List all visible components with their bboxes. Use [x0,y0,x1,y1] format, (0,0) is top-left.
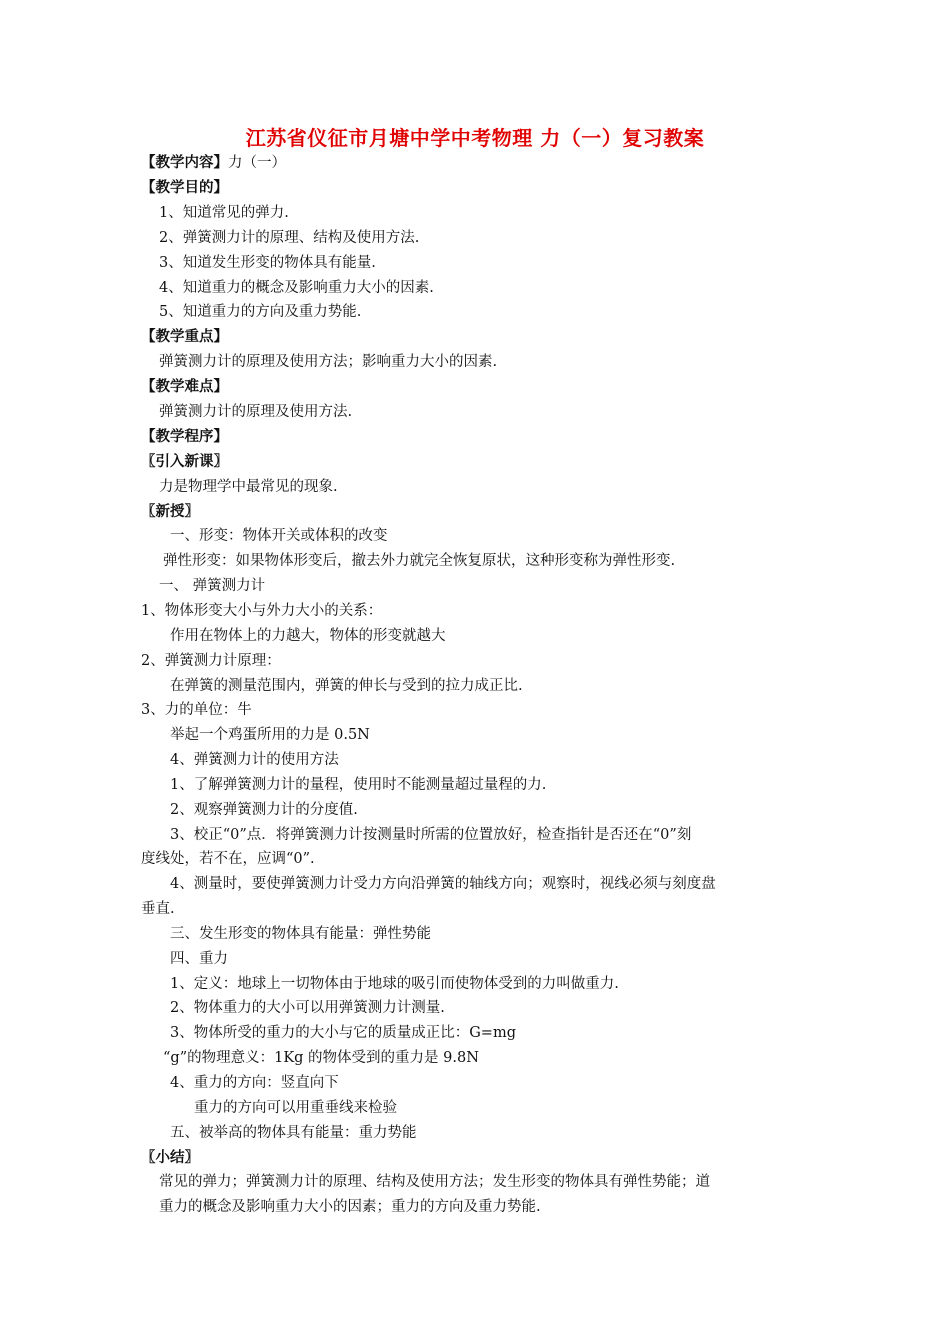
body-line: 举起一个鸡蛋所用的力是 0.5N [170,727,370,743]
body-line: 三、发生形变的物体具有能量：弹性势能 [170,926,431,942]
body-line: 作用在物体上的力越大，物体的形变就越大 [170,628,446,644]
body-line: 1、了解弹簧测力计的量程，使用时不能测量超过量程的力. [170,777,547,793]
teaching-content-value: 力（一） [228,155,286,171]
body-line: 2、弹簧测力计原理： [141,653,281,669]
goal-item: 1、知道常见的弹力. [159,205,289,221]
intro-text: 力是物理学中最常见的现象. [159,479,338,495]
body-line: 弹性形变：如果物体形变后，撤去外力就完全恢复原状，这种形变称为弹性形变. [163,553,676,569]
body-line: 4、测量时，要使弹簧测力计受力方向沿弹簧的轴线方向；观察时，视线必须与刻度盘 [170,876,716,892]
goal-item: 5、知道重力的方向及重力势能. [159,304,362,320]
body-line: “g”的物理意义：1Kg 的物体受到的重力是 9.8N [163,1050,479,1066]
teaching-goals-heading: 【教学目的】 [141,180,228,196]
teaching-key-heading: 【教学重点】 [141,329,228,345]
body-line: 四、重力 [170,951,228,967]
body-line: 2、物体重力的大小可以用弹簧测力计测量. [170,1000,445,1016]
goal-item: 2、弹簧测力计的原理、结构及使用方法. [159,230,420,246]
document-title: 江苏省仪征市月塘中学中考物理 力（一）复习教案 [245,126,705,150]
body-line: 1、定义：地球上一切物体由于地球的吸引而使物体受到的力叫做重力. [170,976,619,992]
summary-line: 常见的弹力；弹簧测力计的原理、结构及使用方法；发生形变的物体具有弹性势能；道 [159,1174,710,1190]
body-line: 在弹簧的测量范围内，弹簧的伸长与受到的拉力成正比. [170,678,523,694]
teaching-content-line [141,153,286,173]
goal-item: 3、知道发生形变的物体具有能量. [159,255,376,271]
new-lesson-heading: 〖新授〗 [141,504,199,520]
body-line: 1、物体形变大小与外力大小的关系： [141,603,383,619]
teaching-key-text: 弹簧测力计的原理及使用方法；影响重力大小的因素. [159,354,498,370]
body-line: 一、 弹簧测力计 [159,578,266,594]
goal-item: 4、知道重力的概念及影响重力大小的因素. [159,280,434,296]
body-line: 垂直. [141,901,175,917]
body-line: 3、物体所受的重力的大小与它的质量成正比：G=mg [170,1025,516,1041]
body-line: 一、形变：物体开关或体积的改变 [170,528,388,544]
body-line: 4、重力的方向：竖直向下 [170,1075,339,1091]
body-line: 度线处，若不在，应调“0”. [141,851,315,867]
body-line: 重力的方向可以用重垂线来检验 [194,1100,397,1116]
body-line: 3、力的单位：牛 [141,702,252,718]
intro-heading: 〖引入新课〗 [141,454,228,470]
body-line: 2、观察弹簧测力计的分度值. [170,802,358,818]
teaching-procedure-heading: 【教学程序】 [141,429,228,445]
summary-heading: 〖小结〗 [141,1150,199,1166]
teaching-difficulty-heading: 【教学难点】 [141,379,228,395]
summary-line: 重力的概念及影响重力大小的因素；重力的方向及重力势能. [159,1199,541,1215]
body-line: 五、被举高的物体具有能量：重力势能 [170,1125,417,1141]
body-line: 4、弹簧测力计的使用方法 [170,752,339,768]
teaching-difficulty-text: 弹簧测力计的原理及使用方法. [159,404,353,420]
teaching-content-label: 【教学内容】 [141,155,228,171]
body-line: 3、校正“0”点．将弹簧测力计按测量时所需的位置放好，检查指针是否还在“0”刻 [170,827,692,843]
